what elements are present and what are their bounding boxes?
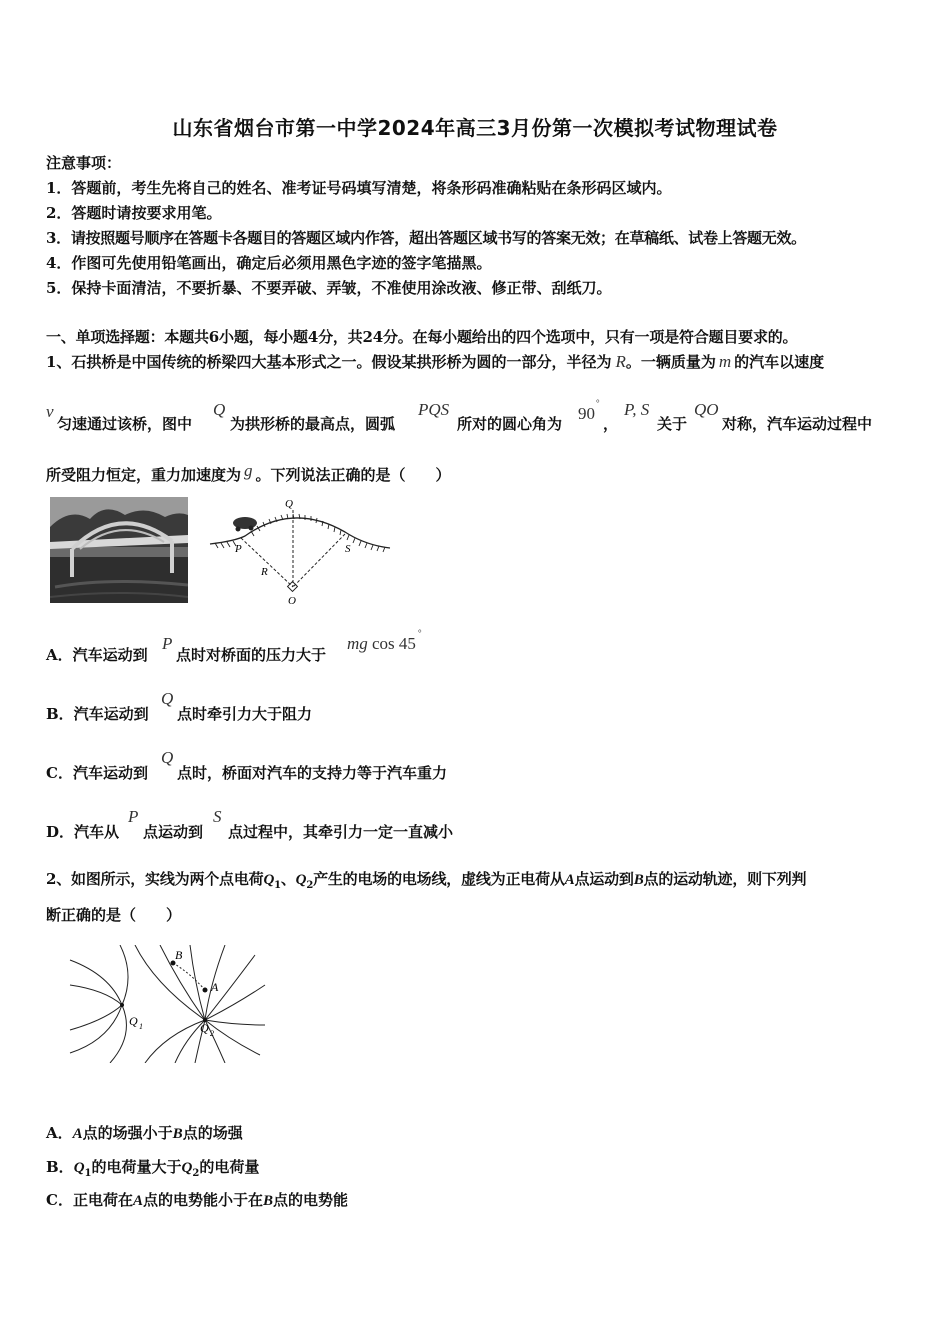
- var-PQS: PQS: [418, 400, 450, 419]
- section-heading: 一、单项选择题：本题共6小题，每小题4分，共24分。在每小题给出的四个选项中，只有一项是符合题目要求的。: [46, 328, 798, 346]
- q1-option-b-text: 点时牵引力大于阻力: [177, 705, 313, 723]
- arch-bridge-svg: [205, 492, 405, 610]
- var-A: A: [72, 1126, 83, 1142]
- q2-option-a: [46, 1122, 243, 1143]
- var-m: m: [718, 352, 732, 371]
- q1-option-a-text: A．汽车运动到: [46, 646, 148, 664]
- q2-option-a-text: 点的场强小于: [82, 1124, 173, 1142]
- var-B: B: [172, 1126, 183, 1142]
- var-S: S: [213, 807, 222, 826]
- q1-option-c-text: C．汽车运动到: [46, 764, 148, 782]
- q1-option-c-text: 点时，桥面对汽车的支持力等于汽车重力: [177, 764, 448, 782]
- label-S: S: [345, 543, 351, 555]
- label-A: A: [211, 980, 219, 994]
- bridge-photo-image: [50, 497, 188, 603]
- degree-sign: °: [596, 398, 600, 408]
- q2-option-b-text: 的电荷量大于: [91, 1158, 182, 1176]
- q1-text: 。下列说法正确的是（ ）: [255, 466, 451, 484]
- notice-item-3: 3．请按照题号顺序在答题卡各题目的答题区域内作答，超出答题区域书写的答案无效；在草稿纸、试卷上答题无效。: [46, 229, 806, 247]
- electric-field-diagram: [65, 945, 275, 1063]
- q2-option-c-text: 点的电势能小于在: [142, 1191, 263, 1209]
- arch-bridge-diagram: [205, 492, 405, 610]
- q2-option-a-text: A．: [46, 1124, 73, 1142]
- q1-text: 。一辆质量为: [625, 353, 716, 371]
- q2-line-2: 断正确的是（ ）: [46, 906, 182, 924]
- var-Q1: Q: [263, 872, 275, 888]
- label-Q2: Q: [200, 1021, 209, 1035]
- q1-text: 关于: [657, 415, 688, 433]
- angle-value: 90: [578, 404, 595, 423]
- q2-option-b-text: B．: [46, 1158, 74, 1176]
- q1-text: 1、石拱桥是中国传统的桥梁四大基本形式之一。假设某拱形桥为圆的一部分，半径为: [46, 353, 612, 371]
- q1-option-d-text: 点运动到: [143, 823, 204, 841]
- label-R: R: [261, 566, 268, 578]
- q2-text: 点运动到: [574, 870, 634, 888]
- label-P: P: [235, 543, 242, 555]
- var-B: B: [262, 1193, 273, 1209]
- q2-option-a-text: 点的场强: [182, 1124, 243, 1142]
- notice-heading: 注意事项：: [46, 154, 122, 172]
- var-Q: Q: [161, 748, 174, 767]
- page-title: 山东省烟台市第一中学2024年高三3月份第一次模拟考试物理试卷: [172, 116, 778, 140]
- var-R: R: [615, 352, 626, 371]
- q2-text: 点的运动轨迹，则下列判: [643, 870, 807, 888]
- var-A: A: [132, 1193, 143, 1209]
- var-QO: QO: [694, 400, 719, 419]
- q2-option-c: [46, 1189, 348, 1210]
- q1-text: ，: [603, 415, 619, 433]
- q1-text: 匀速通过该桥，图中: [57, 415, 193, 433]
- label-Q1-sub: 1: [139, 1022, 143, 1031]
- subscript: 1: [84, 1168, 92, 1179]
- notice-item-1: 1．答题前，考生先将自己的姓名、准考证号码填写清楚，将条形码准确粘贴在条形码区域内。: [46, 179, 672, 197]
- var-A: A: [564, 872, 575, 888]
- q2-text: 、: [280, 870, 296, 888]
- q1-text: 为拱形桥的最高点，圆弧: [230, 415, 396, 433]
- subscript: 2: [192, 1168, 200, 1179]
- var-Q1: Q: [73, 1160, 85, 1176]
- notice-item-5: 5．保持卡面清洁，不要折暴、不要弄破、弄皱，不准使用涂改液、修正带、刮纸刀。: [46, 279, 612, 297]
- q1-line-1: [46, 351, 824, 372]
- var-g: g: [244, 461, 253, 480]
- q1-line-3: [46, 461, 451, 485]
- expr-mg: mg: [347, 634, 368, 653]
- var-P: P: [128, 807, 139, 826]
- q2-text: 产生的电场的电场线，虚线为正电荷从: [313, 870, 565, 888]
- q1-text: 的汽车以速度: [734, 353, 825, 371]
- var-PS: P, S: [624, 400, 650, 419]
- q1-text: 对称，汽车运动过程中: [722, 415, 873, 433]
- expr-cos: cos 45: [372, 634, 416, 653]
- q2-subscript: 2: [306, 880, 314, 891]
- var-B: B: [633, 872, 644, 888]
- q2-option-c-text: 点的电势能: [273, 1191, 349, 1209]
- bridge-photo: [50, 497, 188, 603]
- label-O: O: [288, 595, 296, 607]
- label-Q2-sub: 2: [210, 1029, 214, 1038]
- q1-subscript: 1: [274, 880, 281, 891]
- q1-option-b-text: B．汽车运动到: [46, 705, 149, 723]
- label-Q1: Q: [129, 1014, 138, 1028]
- q2-option-c-text: C．正电荷在: [46, 1191, 133, 1209]
- var-P: P: [162, 634, 173, 653]
- q1-option-a-text: 点时对桥面的压力大于: [176, 646, 327, 664]
- field-lines-svg: [65, 945, 275, 1063]
- q2-text: 2、如图所示，实线为两个点电荷: [46, 870, 264, 888]
- q1-option-d-text: 点过程中，其牵引力一定一直减小: [228, 823, 454, 841]
- label-Q: Q: [285, 498, 293, 510]
- q1-option-d-text: D．汽车从: [46, 823, 120, 841]
- q2-line-1: [46, 868, 806, 891]
- var-Q: Q: [161, 689, 174, 708]
- var-v: v: [46, 402, 54, 421]
- var-Q2: Q: [181, 1160, 193, 1176]
- notice-item-4: 4．作图可先使用铅笔画出，确定后必须用黑色字迹的签字笔描黑。: [46, 254, 492, 272]
- q1-text: 所受阻力恒定，重力加速度为: [46, 466, 242, 484]
- q2-option-b-text: 的电荷量: [199, 1158, 260, 1176]
- var-Q2: Q: [295, 872, 307, 888]
- q2-option-b: [46, 1156, 259, 1179]
- var-Q: Q: [213, 400, 226, 419]
- notice-item-2: 2．答题时请按要求用笔。: [46, 204, 222, 222]
- label-B: B: [175, 948, 183, 962]
- q1-text: 所对的圆心角为: [457, 415, 563, 433]
- degree-sign: °: [418, 628, 422, 638]
